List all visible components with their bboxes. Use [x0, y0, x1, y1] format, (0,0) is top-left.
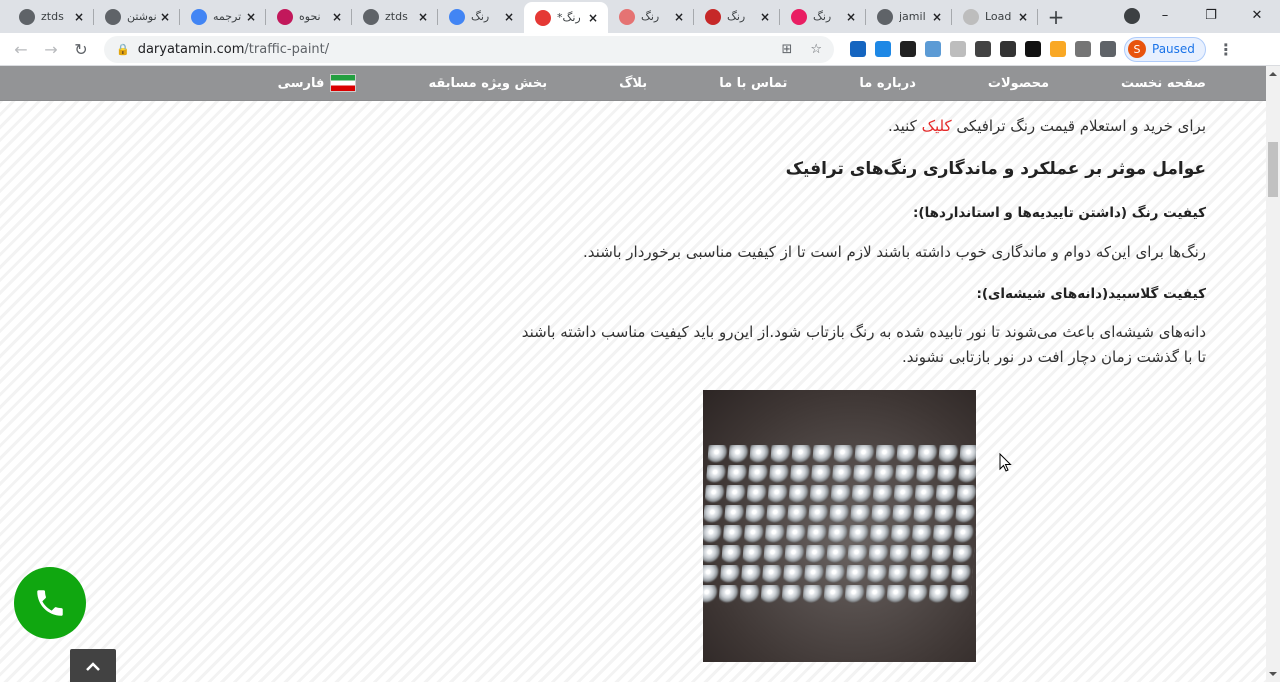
google-icon — [449, 9, 465, 25]
nav-blog[interactable]: بلاگ — [619, 75, 648, 91]
paragraph-paint-quality: رنگ‌ها برای این‌که دوام و ماندگاری خوب داشته باشند لازم است تا از کیفیت مناسبی برخوردار باشند. — [583, 243, 1206, 261]
browser-tab[interactable] — [352, 0, 438, 33]
close-tab-icon[interactable]: × — [587, 10, 599, 25]
call-button[interactable] — [14, 567, 86, 639]
extension-owl-icon[interactable] — [1025, 41, 1041, 57]
nav-language[interactable] — [278, 74, 357, 92]
window-controls — [1142, 0, 1280, 30]
close-tab-icon[interactable]: × — [673, 9, 685, 24]
tab-title: رنگ — [471, 10, 490, 23]
extension-gear-icon[interactable] — [1075, 41, 1091, 57]
site-icon — [277, 9, 293, 25]
close-tab-icon[interactable]: × — [931, 9, 943, 24]
close-tab-icon[interactable]: × — [245, 9, 257, 24]
tab-title: نحوه — [299, 10, 321, 23]
page-scrollbar[interactable] — [1266, 66, 1280, 682]
section-heading: عوامل موثر بر عملکرد و ماندگاری رنگ‌های ترافیک — [785, 159, 1206, 179]
back-button[interactable]: ← — [14, 39, 28, 59]
avatar: S — [1128, 40, 1146, 58]
nav-contact[interactable]: تماس با ما — [719, 75, 788, 91]
new-tab-button[interactable]: + — [1047, 5, 1065, 29]
menu-kebab-icon[interactable]: ⋮ — [1217, 39, 1234, 59]
close-tab-icon[interactable]: × — [845, 9, 857, 24]
scroll-up-icon[interactable] — [1269, 72, 1277, 76]
paragraph-glassbead-1: دانه‌های شیشه‌ای باعث می‌شوند تا نور تابیده شده به رنگ بازتاب شود.از این‌رو باید کیفیت مناسب داشته باشند — [521, 323, 1206, 341]
scroll-down-icon[interactable] — [1269, 672, 1277, 676]
close-tab-icon[interactable]: × — [759, 9, 771, 24]
globe-icon — [19, 9, 35, 25]
darya-tamin-icon — [535, 10, 551, 26]
close-tab-icon[interactable]: × — [331, 9, 343, 24]
browser-tab[interactable] — [180, 0, 266, 33]
site-icon — [791, 9, 807, 25]
address-bar[interactable] — [104, 36, 834, 63]
tab-title: ztds — [41, 10, 64, 23]
tab-title: jamil — [899, 10, 926, 23]
close-window-button[interactable]: ✕ — [1251, 7, 1263, 23]
extension-tick-icon[interactable] — [900, 41, 916, 57]
restore-button[interactable]: ❐ — [1205, 7, 1217, 23]
minimize-button[interactable]: – — [1161, 7, 1169, 23]
extension-link-icon[interactable] — [925, 41, 941, 57]
close-tab-icon[interactable]: × — [159, 9, 171, 24]
site-nav — [0, 66, 1266, 101]
phone-icon — [33, 586, 67, 620]
nav-about[interactable]: درباره ما — [859, 75, 916, 91]
tab-title: رنگ — [641, 10, 660, 23]
loading-icon — [963, 9, 979, 25]
bookmark-star-icon[interactable]: ☆ — [810, 41, 822, 57]
tab-title: *رنگ — [557, 11, 581, 24]
browser-tab[interactable] — [608, 0, 694, 33]
tab-title: رنگ — [813, 10, 832, 23]
extension-check-icon[interactable] — [875, 41, 891, 57]
lock-icon: 🔒 — [116, 42, 130, 56]
extensions-bar — [850, 41, 1116, 57]
browser-toolbar — [0, 33, 1280, 66]
paragraph-glassbead-2: تا با گذشت زمان دچار افت در نور بازتابی نشوند. — [901, 348, 1206, 366]
globe-icon — [105, 9, 121, 25]
tab-strip — [0, 0, 1280, 33]
tab-title: نوشتن — [127, 10, 157, 23]
browser-tab[interactable] — [694, 0, 780, 33]
buy-line — [446, 114, 1206, 139]
site-icon — [705, 9, 721, 25]
language-label: فارسی — [277, 75, 325, 91]
url-path: /traffic-paint/ — [244, 41, 330, 57]
translate-icon[interactable]: ⊞ — [781, 41, 793, 57]
nav-products[interactable]: محصولات — [987, 75, 1050, 91]
web-page — [0, 66, 1266, 682]
subheading-paint-quality: کیفیت رنگ (داشتن تاییدیه‌ها و استانداردها): — [913, 205, 1206, 221]
scroll-to-top-button[interactable] — [70, 649, 116, 682]
tab-title: ztds — [385, 10, 408, 23]
close-tab-icon[interactable]: × — [503, 9, 515, 24]
buy-suffix: کنید. — [887, 117, 917, 135]
browser-tab[interactable] — [524, 2, 608, 33]
google-translate-icon — [191, 9, 207, 25]
nav-home[interactable]: صفحه نخست — [1121, 75, 1206, 91]
iran-flag-icon — [330, 74, 356, 92]
extensions-puzzle-icon[interactable] — [1100, 41, 1116, 57]
close-tab-icon[interactable]: × — [1017, 9, 1029, 24]
extension-a-icon[interactable] — [850, 41, 866, 57]
chevron-up-icon — [86, 662, 100, 671]
tab-title: رنگ — [727, 10, 746, 23]
tab-title: ترجمه — [213, 10, 242, 23]
extension-yellow-icon[interactable] — [1050, 41, 1066, 57]
browser-tab[interactable] — [780, 0, 866, 33]
url-domain: daryatamin.com — [137, 41, 245, 57]
mouse-cursor-icon — [999, 453, 1012, 473]
scrollbar-thumb[interactable] — [1268, 142, 1278, 197]
profile-status: Paused — [1152, 42, 1195, 56]
browser-tab[interactable] — [866, 0, 952, 33]
extension-k-icon[interactable] — [950, 41, 966, 57]
glass-beads-image — [703, 390, 976, 662]
close-tab-icon[interactable]: × — [73, 9, 85, 24]
reload-button[interactable]: ↻ — [74, 39, 88, 59]
browser-tab[interactable] — [94, 0, 180, 33]
tab-search-icon[interactable] — [1124, 8, 1140, 24]
globe-icon — [363, 9, 379, 25]
buy-link[interactable]: کلیک — [921, 117, 952, 135]
profile-button[interactable] — [1124, 37, 1206, 62]
browser-tab[interactable] — [266, 0, 352, 33]
tab-title: Load — [985, 10, 1012, 23]
site-icon — [619, 9, 635, 25]
subheading-glassbead-quality: کیفیت گلاسبید(دانه‌های شیشه‌ای): — [976, 286, 1206, 302]
browser-tab[interactable] — [952, 0, 1038, 33]
forward-button[interactable]: → — [44, 39, 58, 59]
globe-icon — [877, 9, 893, 25]
extension-m-icon[interactable] — [1000, 41, 1016, 57]
nav-contest[interactable]: بخش ویژه مسابقه — [428, 75, 548, 91]
extension-ghost-icon[interactable] — [975, 41, 991, 57]
buy-text: برای خرید و استعلام قیمت رنگ ترافیکی — [956, 117, 1206, 135]
close-tab-icon[interactable]: × — [417, 9, 429, 24]
browser-tab[interactable] — [438, 0, 524, 33]
browser-tab[interactable] — [8, 0, 94, 33]
